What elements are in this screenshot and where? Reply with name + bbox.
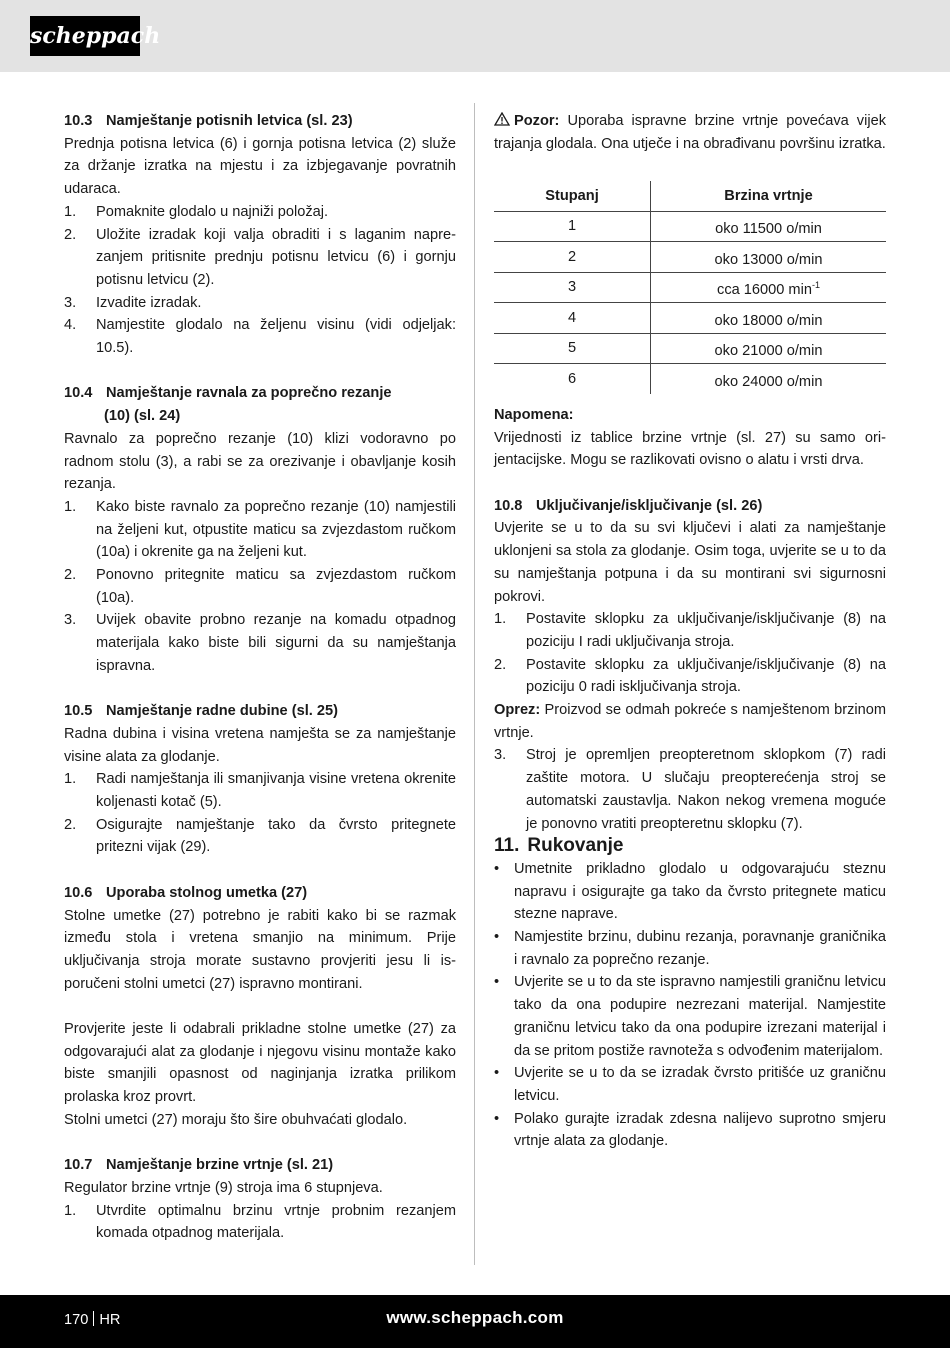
table-cell-stage: 3 (494, 272, 651, 303)
caution-paragraph: Pozor: Uporaba ispravne brzine vrtnje povećava vijek trajanja glodala. Ona utječe i na obrađivanu površinu izratka. (494, 113, 886, 152)
section-11-bullets (494, 858, 886, 1153)
list-item: 2. Osigurajte namještanje tako da čvrsto pritegnete pritezni vijak (29). (64, 816, 456, 856)
table-header-row (494, 181, 886, 211)
table-header-speed: Brzina vrtnje (651, 181, 887, 211)
section-heading-10-4: 10.4 Namještanje ravnala za poprečno rezanje (64, 385, 392, 402)
note-text: Vrijednosti iz tablice brzine vrtnje (sl. 27) su samo orijentacijske. Mogu se razlikovati ovisno o alatu i vrsti drva. (494, 429, 886, 469)
warning-triangle-icon (494, 112, 510, 126)
table-cell-stage: 4 (494, 303, 651, 334)
list-item: 2. Uložite izradak koji valja obraditi i s laganim naprezanjem pritisnite prednju potisnu letvicu (6) i gornju potisnu letvicu (2). (64, 226, 456, 288)
speed-table (494, 181, 886, 394)
table-cell-speed: cca 16000 $\min^{-1}$ (651, 272, 887, 303)
website-link[interactable]: www.scheppach.com (386, 1308, 564, 1327)
table-cell-speed: oko 13000 o/min (651, 242, 887, 273)
section-10-7-steps (64, 1200, 456, 1245)
table-cell-speed: oko 18000 o/min (651, 303, 887, 334)
list-item: 1. Utvrdite optimalnu brzinu vrtnje probnim rezanjem komada otpadnog materijala. (64, 1202, 456, 1242)
list-item: • Uvjerite se u to da se izradak čvrsto pritišće uz graničnu letvicu. (494, 1065, 886, 1104)
table-row (494, 272, 886, 303)
list-item: 1. Radi namještanja ili smanjivanja visine vretena okrenite koljenasti kotač (5). (64, 771, 456, 811)
list-item: 1. Pomaknite glodalo u najniži položaj. (64, 203, 329, 220)
table-cell-stage: 5 (494, 333, 651, 364)
table-row (494, 242, 886, 273)
section-heading-10-8: 10.8 Uključivanje/isključivanje (sl. 26) (494, 497, 763, 514)
table-cell-stage: 1 (494, 211, 651, 242)
section-10-5-steps (64, 768, 456, 859)
section-10-8-caution: Oprez: Proizvod se odmah pokreće s namještenom brzinom vrtnje. (494, 702, 886, 741)
table-row (494, 211, 886, 242)
note-label: Napomena: (494, 406, 574, 423)
list-item: 3. Izvadite izradak. (64, 294, 202, 311)
table-cell-speed: oko 11500 o/min (651, 211, 887, 242)
table-cell-speed: oko 24000 o/min (714, 373, 823, 390)
section-heading-10-3: 10.3 Namještanje potisnih letvica (sl. 23) (64, 113, 353, 129)
table-row (494, 364, 886, 394)
section-10-4-steps (64, 496, 456, 678)
section-10-7-intro: Regulator brzine vrtnje (9) stroja ima 6 stupnjeva. (64, 1179, 383, 1196)
list-item: 1. Kako biste ravnalo za poprečno rezanje (10) namjestili na željeni kut, otpustite maticu sa zvjezdastom ručkom (10a) i okrenite ga na željeni kut. (64, 498, 456, 561)
table-row (494, 333, 886, 364)
section-heading-10-4-cont: (10) (sl. 24) (104, 408, 181, 425)
section-10-8-intro: Uvjerite se u to da su svi ključevi i alati za namještanje uklonjeni sa stola za glodanje. Osim toga, uvjerite se u to da su namještanja potpuna i da su montirani svi sigurnosni pokrovi. (494, 520, 886, 605)
left-column (64, 110, 456, 1245)
scheppach-logo: scheppach (30, 16, 140, 56)
table-row (494, 303, 886, 334)
right-column (494, 110, 886, 1153)
section-10-4-intro: Ravnalo za poprečno rezanje (10) klizi vodoravno po radnom stolu (3), a rabi se za orezivanje i obavljanje kosih rezanja. (64, 430, 456, 493)
page-number: 170 HR (64, 1312, 121, 1328)
list-item: 1. Postavite sklopku za uključivanje/isključivanje (8) na poziciju I radi uključivanja stroja. (494, 611, 886, 650)
section-10-3-steps (64, 201, 456, 360)
footer-bar (0, 1295, 950, 1348)
table-cell-speed: oko 21000 o/min (651, 333, 887, 364)
list-item: 3. Stroj je opremljen preopteretnom sklopkom (7) radi zaštite motora. U slučaju preopterećenja stroj se automatski zaustavlja. Nakon nekog vremena moguće je ponovno vratiti preopteretnu sklopku (7). (494, 747, 886, 832)
list-item: 2. Ponovno pritegnite maticu sa zvjezdastom ručkom (10a). (64, 567, 456, 606)
header-band (0, 0, 950, 72)
list-item: 2. Postavite sklopku za uključivanje/isključivanje (8) na poziciju 0 radi isključivanja stroja. (494, 656, 886, 696)
table-cell-stage: 2 (494, 242, 651, 273)
section-10-6-p1: Stolne umetke (27) potrebno je rabiti kako bi se razmak između stola i vretena smanjio na minimum. Prije uključivanja stroja morate sustavno provjeriti jesu li isporučeni stolni umetci (27) ispravno montirani. (64, 907, 456, 992)
column-divider (474, 103, 475, 1265)
section-10-8-steps (494, 608, 886, 699)
list-item: • Namjestite brzinu, dubinu rezanja, poravnanje graničnika i ravnalo za poprečno rezanje. (494, 929, 886, 968)
list-item: • Umetnite prikladno glodalo u odgovarajuću steznu napravu i osigurajte ga tako da čvrsto pritegnete maticu stezne naprave. (494, 860, 886, 923)
list-item: 3. Uvijek obavite probno rezanje na komadu otpadnog materijala kako biste bili sigurni da su namještanja ispravna. (64, 612, 456, 674)
section-10-6-p2: Provjerite jeste li odabrali prikladne stolne umetke (27) za odgovarajući alat za glodanje i njegovu visinu montaže kako biste smanjili opasnost od naginjanja izratka prilikom prolaska kroz provrt. (64, 1021, 456, 1106)
section-10-5-intro: Radna dubina i visina vretena namješta se za namještanje visine alata za glodanje. (64, 725, 456, 765)
list-item: • Uvjerite se u to da ste ispravno namjestili graničnu letvicu tako da ona podupire nezrezani materijal. Namjestite graničnu letvicu tako da ona podupire izrezani materijal i da se pritom postiže ravnoteža s odvođenim materijalom. (494, 974, 886, 1059)
section-heading-10-7: 10.7 Namještanje brzine vrtnje (sl. 21) (64, 1157, 334, 1174)
section-heading-11: 11. Rukovanje (494, 835, 624, 857)
list-item: • Polako gurajte izradak zdesna nalijevo suprotno smjeru vrtnje alata za glodanje. (494, 1110, 886, 1150)
section-10-6-p3: Stolni umetci (27) moraju što šire obuhvaćati glodalo. (64, 1111, 408, 1128)
table-cell-stage: 6 (494, 364, 651, 394)
list-item: 4. Namjestite glodalo na željenu visinu (vidi odjeljak: 10.5). (64, 317, 456, 357)
section-heading-10-6: 10.6 Uporaba stolnog umetka (27) (64, 884, 308, 901)
section-10-3-intro: Prednja potisna letvica (6) i gornja potisna letvica (2) služe za držanje izratka na mjestu i za izbjegavanje povratnih udaraca. (64, 135, 456, 198)
section-heading-10-5: 10.5 Namještanje radne dubine (sl. 25) (64, 703, 338, 720)
table-header-stage: Stupanj (494, 181, 651, 211)
